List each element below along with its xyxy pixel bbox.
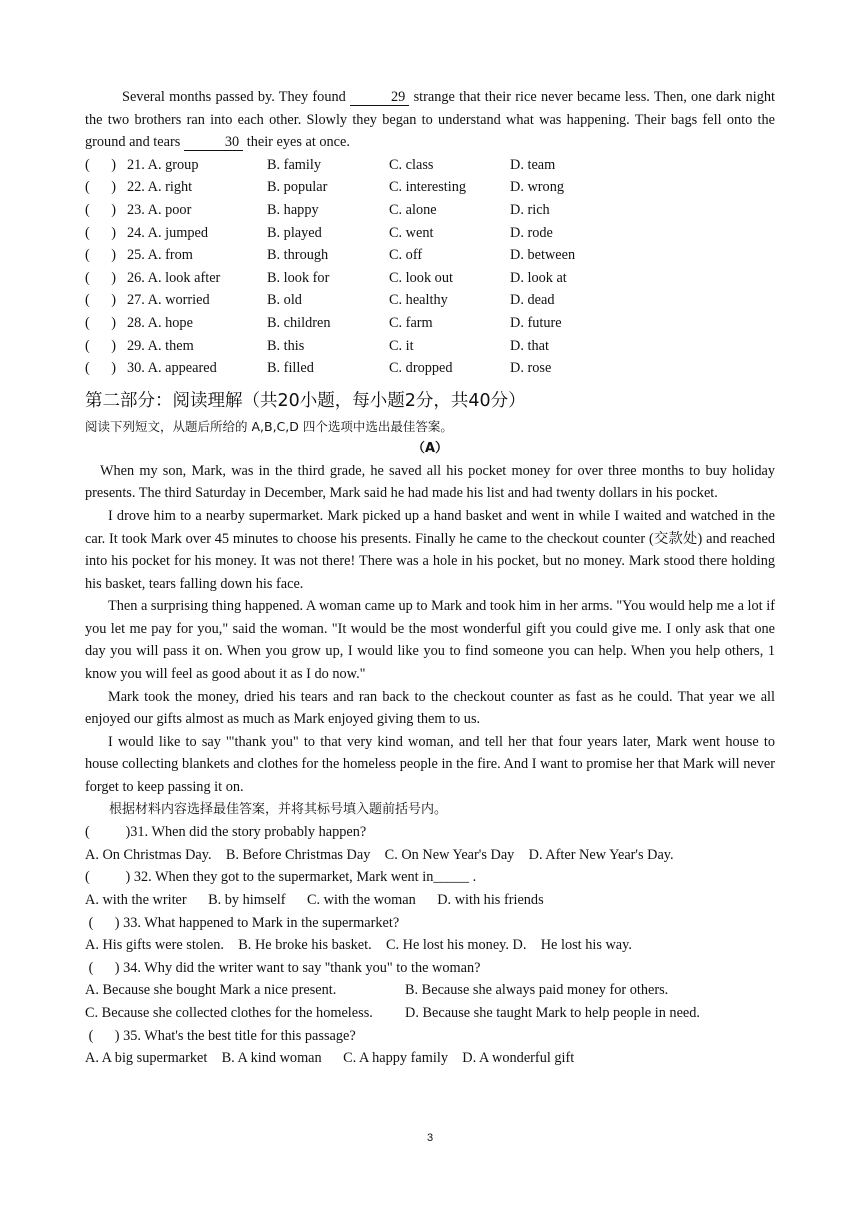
option-row-30	[85, 357, 775, 380]
option-d: D. look at	[510, 269, 567, 286]
cloze-text-2: strange that their rice never became less. Then, one dark night the two brothers ran into each other. Slowly they began to understand what was happening. Their bags fell onto the ground and tears	[85, 89, 776, 151]
option-row-27	[85, 289, 775, 312]
option-34-d: D. Because she taught Mark to help people in need.	[405, 1004, 700, 1021]
option-c: C. off	[389, 247, 423, 264]
option-d: D. rose	[510, 360, 552, 377]
option-34-b: B. Because she always paid money for others.	[405, 982, 669, 999]
option-d: D. wrong	[510, 179, 565, 196]
cloze-text-1: Several months passed by. They found	[122, 89, 351, 105]
blank-29: 29	[350, 89, 409, 106]
options-32: A. with the writer B. by himself C. with the woman D. with his friends	[85, 892, 544, 908]
options-31: A. On Christmas Day. B. Before Christmas Day C. On New Year's Day D. After New Year's Day.	[85, 846, 674, 863]
option-row-25	[85, 244, 775, 267]
answer-paren[interactable]: ( )	[85, 247, 116, 264]
option-c: C. went	[389, 224, 434, 241]
passage-paragraph-4: Mark took the money, dried his tears and ran back to the checkout counter as fast as he could. That year we all enjoyed our gifts almost as much as Mark enjoyed giving them to us.	[85, 688, 775, 728]
page-number: 3	[426, 1132, 434, 1144]
question-33: ( ) 33. What happened to Mark in the supermarket?	[85, 914, 400, 931]
passage-paragraph-2: I drove him to a nearby supermarket. Mark picked up a hand basket and went in while I waited and watched in the car. It took Mark over 45 minutes to choose his presents. Finally he came to the checkout counter (交款处) and reached into his pocket for his money. It was not there! There was a hole in his pocket, but no money. Mark stood there holding his basket, tears falling down his face.	[85, 507, 775, 592]
cloze-passage-tail	[85, 86, 775, 154]
option-b: B. this	[267, 337, 305, 354]
answer-paren[interactable]: ( )	[85, 292, 116, 309]
option-a: 25. A. from	[127, 247, 193, 264]
options-34-row-2	[85, 1002, 775, 1025]
document-page	[85, 86, 775, 1070]
option-b: B. through	[267, 247, 329, 264]
option-a: 27. A. worried	[127, 292, 210, 309]
option-d: D. rich	[510, 201, 550, 218]
option-d: D. that	[510, 337, 549, 354]
passage-label: （A）	[411, 440, 449, 456]
option-row-29	[85, 335, 775, 358]
option-a: 21. A. group	[127, 156, 199, 173]
option-b: B. children	[267, 314, 331, 331]
option-b: B. filled	[267, 360, 314, 377]
option-b: B. happy	[267, 201, 319, 218]
answer-instruction: 根据材料内容选择最佳答案，并将其标号填入题前括号内。	[109, 801, 448, 817]
answer-paren[interactable]: ( )	[85, 179, 116, 196]
option-d: D. rode	[510, 224, 553, 241]
answer-paren[interactable]: ( )	[85, 314, 116, 331]
option-a: 23. A. poor	[127, 201, 192, 218]
option-a: 24. A. jumped	[127, 224, 209, 241]
answer-paren[interactable]: ( )	[85, 360, 116, 377]
option-d: D. between	[510, 247, 576, 264]
section-title: 第二部分：阅读理解（共20小题，每小题2分，共40分）	[85, 390, 526, 411]
passage-paragraph-1: When my son, Mark, was in the third grade, he saved all his pocket money for over three months to buy holiday presents. The third Saturday in December, Mark said he had made his list and had twenty dollars in his pocket.	[85, 462, 775, 502]
option-a: 29. A. them	[127, 337, 194, 354]
option-b: B. played	[267, 224, 322, 241]
option-row-24	[85, 222, 775, 245]
option-34-a: A. Because she bought Mark a nice present.	[85, 982, 337, 999]
option-row-26	[85, 267, 775, 290]
option-c: C. look out	[389, 269, 453, 286]
option-a: 26. A. look after	[127, 269, 221, 286]
answer-paren[interactable]: ( )	[85, 156, 116, 173]
cloze-text-3: their eyes at once.	[243, 134, 350, 151]
question-31: ( )31. When did the story probably happen?	[85, 824, 367, 841]
answer-paren[interactable]: ( )	[85, 201, 116, 218]
question-32: ( ) 32. When they got to the supermarket, Mark went in_____ .	[85, 869, 477, 886]
answer-paren[interactable]: ( )	[85, 269, 116, 286]
option-b: B. look for	[267, 269, 330, 286]
option-34-c: C. Because she collected clothes for the homeless.	[85, 1004, 373, 1021]
options-35: A. A big supermarket B. A kind woman C. A happy family D. A wonderful gift	[85, 1050, 575, 1067]
option-d: D. dead	[510, 292, 555, 309]
option-b: B. popular	[267, 179, 328, 196]
option-row-23	[85, 199, 775, 222]
option-a: 22. A. right	[127, 179, 193, 196]
answer-paren[interactable]: ( )	[85, 224, 116, 241]
option-c: C. dropped	[389, 360, 453, 377]
cloze-options-list	[85, 154, 775, 380]
option-d: D. team	[510, 156, 556, 173]
question-34: ( ) 34. Why did the writer want to say ''thank you" to the woman?	[85, 959, 481, 976]
options-33: A. His gifts were stolen. B. He broke his basket. C. He lost his money. D. He lost his way.	[85, 937, 632, 954]
answer-paren[interactable]: ( )	[85, 337, 116, 354]
option-a: 30. A. appeared	[127, 360, 217, 377]
option-row-22	[85, 176, 775, 199]
options-34-row-1	[85, 979, 775, 1002]
option-c: C. interesting	[389, 179, 467, 196]
option-row-28	[85, 312, 775, 335]
option-b: B. family	[267, 156, 322, 173]
option-a: 28. A. hope	[127, 314, 193, 331]
option-c: C. alone	[389, 201, 437, 218]
passage-paragraph-3: Then a surprising thing happened. A woman came up to Mark and took him in her arms. "You would help me a lot if you let me pay for you," said the woman. "It would be the most wonderful gift you could give me. I only ask that one day you will pass it on. When you grow up, I would like you to find someone you can help. When you help others, 1 know you will feel as good about it as I do now."	[85, 598, 775, 683]
option-c: C. class	[389, 156, 434, 173]
section-instruction: 阅读下列短文，从题后所给的 A,B,C,D 四个选项中选出最佳答案。	[85, 418, 453, 434]
option-row-21	[85, 154, 775, 177]
question-35: ( ) 35. What's the best title for this passage?	[85, 1027, 356, 1044]
option-d: D. future	[510, 314, 562, 331]
option-c: C. it	[389, 337, 414, 354]
option-b: B. old	[267, 292, 302, 309]
passage-paragraph-5: I would like to say '"thank you" to that very kind woman, and tell her that four years later, Mark went house to house collecting blankets and clothes for the homeless people in the fire. And I want to promise her that Mark will never forget to keep passing it on.	[85, 733, 775, 796]
option-c: C. farm	[389, 314, 433, 331]
option-c: C. healthy	[389, 292, 448, 309]
blank-30: 30	[184, 134, 243, 151]
